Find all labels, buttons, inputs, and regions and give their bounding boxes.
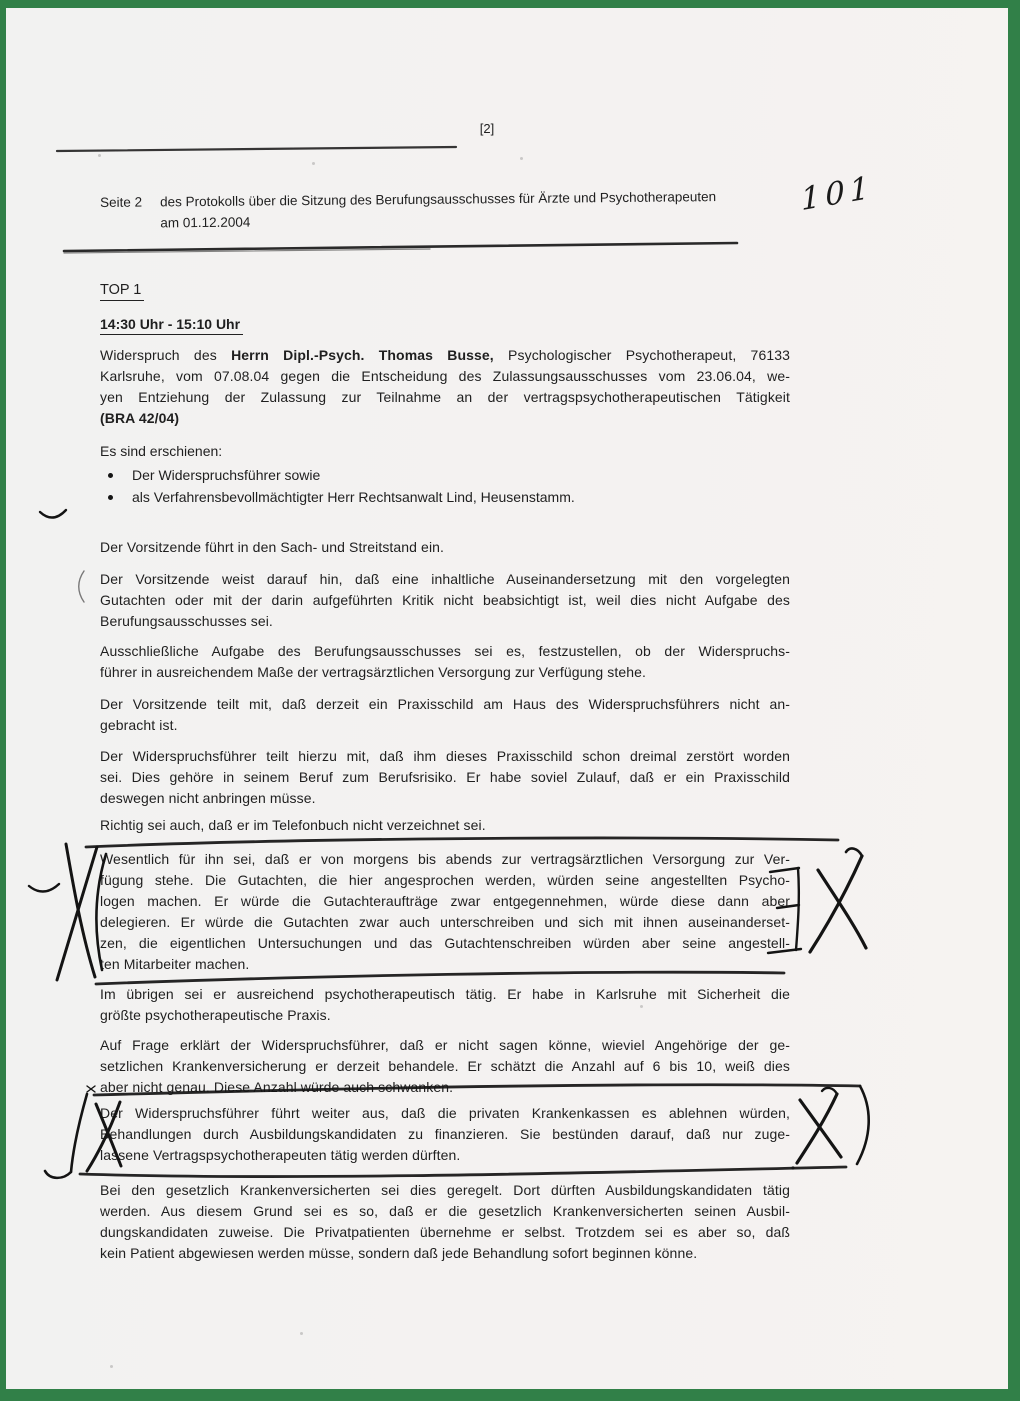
scan-speck <box>640 1005 643 1008</box>
text-line: gebracht ist. <box>100 717 178 733</box>
text-line: sei. Dies gehöre in seinem Beruf zum Berufsrisiko. Er habe soviel Zulauf, daß er ein Praxisschild <box>100 769 790 785</box>
document-header <box>100 185 800 234</box>
text-line: Der Vorsitzende weist darauf hin, daß eine inhaltliche Auseinandersetzung mit den vorgelegten <box>100 571 790 587</box>
paragraph-chair-note <box>100 569 790 632</box>
scan-speck <box>110 1365 113 1368</box>
section-heading: TOP 1 <box>100 282 144 298</box>
faint-paren-mark <box>79 571 84 602</box>
scan-speck <box>312 162 315 165</box>
attendees-intro: Es sind erschienen: <box>100 443 223 459</box>
subject-file-ref: (BRA 42/04) <box>100 410 180 426</box>
paragraph-gesetzlich <box>100 1180 790 1264</box>
header-page-label: Seite 2 <box>100 194 143 210</box>
paragraph-intro-statement <box>100 537 790 558</box>
header-title-line2: am 01.12.2004 <box>160 214 251 231</box>
bullet-icon <box>108 473 113 478</box>
text-line: deswegen nicht anbringen müsse. <box>100 790 316 806</box>
text-line: Richtig sei auch, daß er im Telefonbuch nicht verzeichnet sei. <box>100 817 486 833</box>
scan-speck <box>98 154 101 157</box>
text-line: Berufungsausschusses sei. <box>100 613 273 629</box>
handwritten-x-right-margin <box>810 849 866 952</box>
text-line: Ausschließliche Aufgabe des Berufungsausschusses sei es, festzustellen, ob der Widerspruchs- <box>100 643 790 659</box>
text-line: werden. Aus diesem Grund sei es so, daß er die gesetzlich Krankenversicherten seinen Ausbil- <box>100 1203 790 1219</box>
header-bottom-rule <box>64 243 737 253</box>
handwritten-x-left-margin <box>57 844 97 980</box>
scan-speck <box>300 1332 303 1335</box>
text-line: lassene Vertragspsychotherapeuten tätig werden dürften. <box>100 1147 461 1163</box>
scan-speck <box>520 157 523 160</box>
text-line: Wesentlich für ihn sei, daß er von morgens bis abends zur vertragsärztlichen Versorgung zur Ver- <box>100 851 790 867</box>
attendee-list-item: als Verfahrensbevollmächtigter Herr Rechtsanwalt Lind, Heusenstamm. <box>100 487 575 508</box>
handwritten-x-box2-right <box>791 1088 841 1170</box>
text-line: dungskandidaten zuweise. Die Privatpatienten übernehme er selbst. Trotzdem sei es aber so, daß <box>100 1224 790 1240</box>
session-time-range: 14:30 Uhr - 15:10 Uhr <box>100 316 243 332</box>
text-line: fügung stehe. Die Gutachten, die hier angesprochen werden, würden seine angestellten Psycho- <box>100 872 790 888</box>
text-line: Der Vorsitzende führt in den Sach- und Streitstand ein. <box>100 539 445 555</box>
paragraph-task <box>100 641 790 683</box>
text-line: Behandlungen durch Ausbildungskandidaten zu finanzieren. Sie bestünden darauf, daß nur zuge- <box>100 1126 790 1142</box>
text-line: Im übrigen sei er ausreichend psychotherapeutisch tätig. Er habe in Karlsruhe mit Sicherheit die <box>100 986 790 1002</box>
header-title <box>160 186 716 233</box>
handwritten-underline-telefonbuch <box>86 838 838 847</box>
text-line: Der Widerspruchsführer führt weiter aus, daß die privaten Krankenkassen es ablehnen würden, <box>100 1105 790 1121</box>
text-line: zen, die eigentlichen Untersuchungen und das Gutachtenschreiben würden aber seine angestell- <box>100 935 790 951</box>
text-line: delegieren. Er würde die Gutachten zwar auch unterschreiben und sich mit ihnen auseinanderset- <box>100 914 790 930</box>
text-line: Gutachten oder mit der darin aufgeführten Kritik nicht beabsichtigt ist, weil dies nicht Aufgabe des <box>100 592 790 608</box>
handwritten-curve-mark-1 <box>40 510 66 518</box>
text-line: aber nicht genau. Diese Anzahl würde auch schwanken. <box>100 1079 454 1095</box>
paragraph-marked-krankenkassen <box>100 1103 790 1166</box>
paragraph-praxis-size <box>100 984 790 1026</box>
header-title-line1: des Protokolls über die Sitzung des Berufungsausschusses für Ärzte und Psychotherapeuten <box>160 189 717 210</box>
paragraph-subject <box>100 345 790 429</box>
paragraph-praxisschild <box>100 694 790 736</box>
subject-line3: yen Entziehung der Zulassung zur Teilnahme an der vertragspsychotherapeutischen Tätigkeit <box>100 389 790 405</box>
text-line: Der Widerspruchsführer teilt hierzu mit, daß ihm dieses Praxisschild schon dreimal zerstört worden <box>100 748 790 764</box>
paragraph-anzahl <box>100 1035 790 1098</box>
subject-line2: Karlsruhe, vom 07.08.04 gegen die Entscheidung des Zulassungsausschusses vom 23.06.04, we- <box>100 368 790 384</box>
text-line: Bei den gesetzlich Krankenversicherten sei dies geregelt. Dort dürften Ausbildungskandidaten tätig <box>100 1182 790 1198</box>
text-line: setzlichen Krankenversicherung er derzeit behandele. Er schätzt die Anzahl auf 6 bis 10, weiß dies <box>100 1058 790 1074</box>
text-line: Auf Frage erklärt der Widerspruchsführer, daß er nicht sagen könne, wieviel Angehörige der ge- <box>100 1037 790 1053</box>
header-top-rule <box>57 147 456 151</box>
paragraph-telefonbuch <box>100 815 790 836</box>
text-line: ten Mitarbeiter machen. <box>100 956 250 972</box>
text-line: Der Vorsitzende teilt mit, daß derzeit ein Praxisschild am Haus des Widerspruchsführers nicht an- <box>100 696 790 712</box>
text-line: kein Patient abgewiesen werden müsse, sondern daß jede Behandlung sofort beginnen könne. <box>100 1245 698 1261</box>
paragraph-praxisschild-reply <box>100 746 790 809</box>
attendee-list-item: Der Widerspruchsführer sowie <box>100 465 320 486</box>
text-line: größte psychotherapeutische Praxis. <box>100 1007 331 1023</box>
handwritten-curve-mark-2 <box>29 884 59 892</box>
text-line: führer in ausreichendem Maße der vertragsärztlichen Versorgung zur Verfügung stehe. <box>100 664 647 680</box>
page-number-marker: [2] <box>479 121 495 136</box>
text-line: logen machen. Er würde die Gutachteraufträge zwar entgegennehmen, würde diese dann aber <box>100 893 790 909</box>
handwritten-page-number: 101 <box>800 169 875 219</box>
bullet-icon <box>108 495 113 500</box>
subject-line1: Widerspruch des Herrn Dipl.-Psych. Thomas Busse, Psychologischer Psychotherapeut, 76133 <box>100 347 790 363</box>
paragraph-marked-wesentlich <box>100 849 790 975</box>
